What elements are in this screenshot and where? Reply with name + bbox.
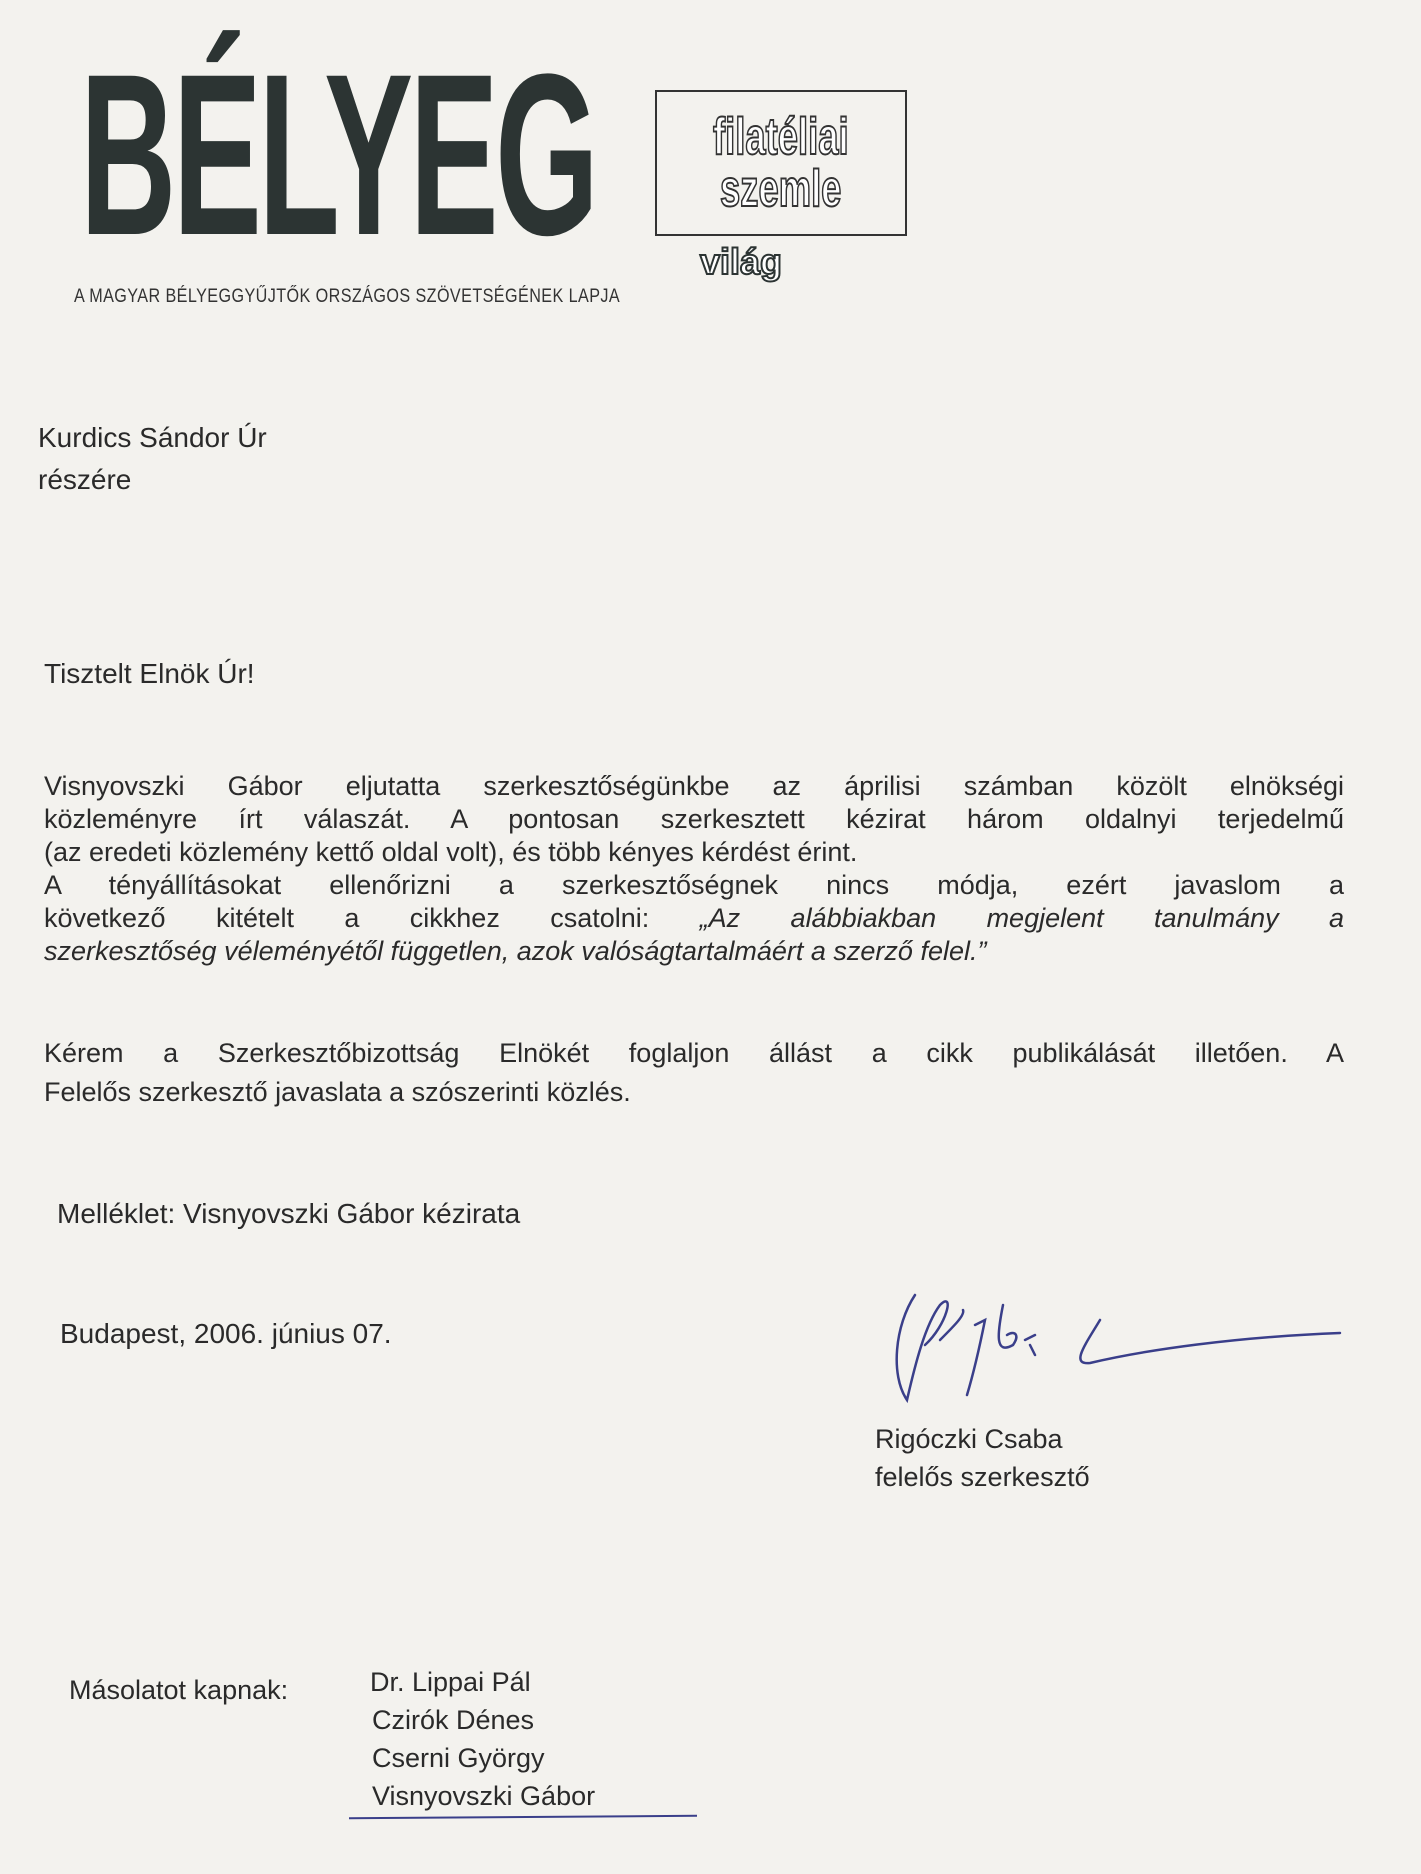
letterhead-tagline: A MAGYAR BÉLYEGGYŰJTŐK ORSZÁGOS SZÖVETSÉGÉNEK LAPJA <box>74 286 621 307</box>
paragraph-line: A tényállításokat ellenőrizni a szerkesztőségnek nincs módja, ezért javaslom a <box>44 870 1344 900</box>
logo-box <box>655 90 907 236</box>
copy-recipient: Cserni György <box>372 1743 545 1773</box>
logo-belyeg: BÉLYEG <box>80 26 596 283</box>
recipient-line2: részére <box>38 464 132 495</box>
salutation: Tisztelt Elnök Úr! <box>44 658 255 689</box>
copy-recipient: Dr. Lippai Pál <box>370 1667 531 1697</box>
paragraph-text: következő kitételt a cikkhez csatolni: <box>44 903 700 933</box>
paragraph-line: közleményre írt válaszát. A pontosan szerkesztett kézirat három oldalnyi terjedelmű <box>44 804 1344 834</box>
logo-box-line2: szemle <box>720 160 842 218</box>
paragraph-line: Felelős szerkesztő javaslata a szószerinti közlés. <box>44 1077 631 1107</box>
logo-vilag: világ <box>700 241 783 282</box>
paragraph-line: Visnyovszki Gábor eljutatta szerkesztőségünkbe az áprilisi számban közölt elnökségi <box>44 771 1344 801</box>
place-date: Budapest, 2006. június 07. <box>60 1318 392 1349</box>
quoted-disclaimer: „Az alábbiakban megjelent tanulmány a <box>699 903 1345 933</box>
paragraph-line: (az eredeti közlemény kettő oldal volt), és több kényes kérdést érint. <box>44 837 858 867</box>
copy-recipient: Visnyovszki Gábor <box>372 1781 596 1811</box>
paragraph-line <box>44 902 1344 935</box>
paragraph-2 <box>44 1030 1344 1109</box>
recipient-name: Kurdics Sándor Úr <box>38 422 267 453</box>
paragraph-1 <box>44 770 1344 968</box>
copies-label: Másolatot kapnak: <box>69 1675 289 1705</box>
signatory-name: Rigóczki Csaba <box>875 1424 1063 1454</box>
signatory-title: felelős szerkesztő <box>875 1462 1090 1492</box>
paragraph-line: Kérem a Szerkesztőbizottság Elnökét foglaljon állást a cikk publikálását illetően. A <box>44 1038 1344 1068</box>
attachment-note: Melléklet: Visnyovszki Gábor kézirata <box>57 1198 521 1229</box>
logo-box-line1: filatéliai <box>713 108 849 166</box>
handwritten-signature <box>885 1265 1345 1415</box>
quoted-disclaimer-line: szerkesztőség véleményétől független, azok valóságtartalmáért a szerző felel.” <box>44 936 987 966</box>
copy-recipient: Czirók Dénes <box>372 1705 535 1735</box>
handwritten-underline <box>349 1815 697 1819</box>
